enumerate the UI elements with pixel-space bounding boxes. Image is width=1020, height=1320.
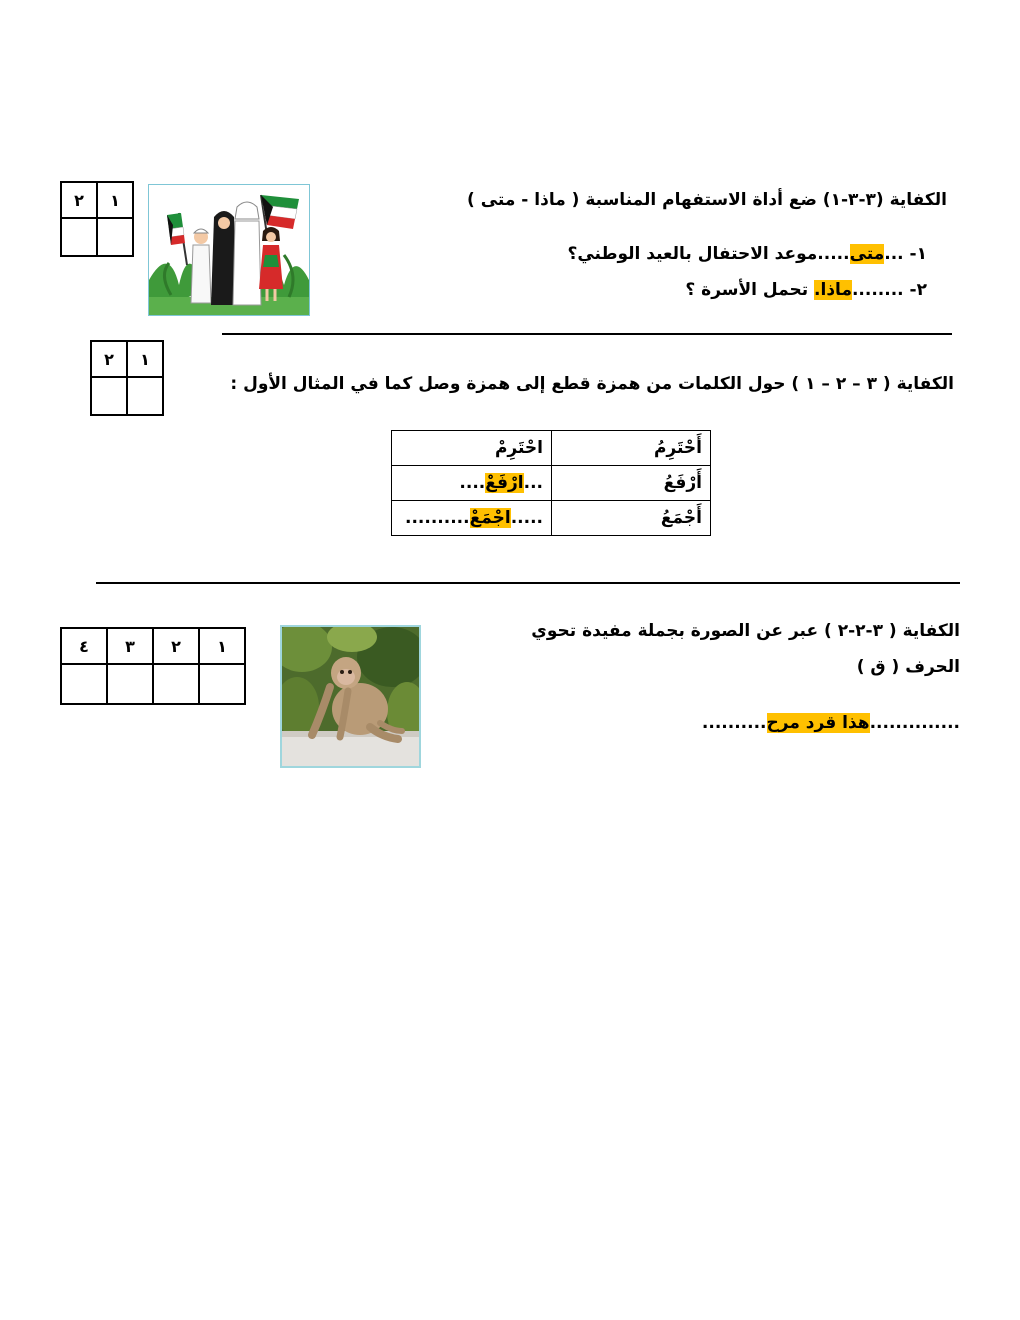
q1-line-2 <box>685 280 927 300</box>
q1-line-1-prefix: ١- ... <box>884 244 927 264</box>
q3-score-cell-1[interactable] <box>199 664 245 704</box>
q3-score-label-4: ٤ <box>61 628 107 664</box>
family-flag-illustration <box>148 184 310 316</box>
word-cell: أَجْمَعُ <box>552 501 711 536</box>
q1-score-cell-1[interactable] <box>97 218 133 256</box>
table-row <box>392 501 711 536</box>
q1-title: الكفاية (٣-٣-١) ضع أداة الاستفهام المناسبة ( ماذا - متى ) <box>467 190 947 210</box>
table-row <box>392 466 711 501</box>
q3-answer-post: .......... <box>701 713 767 733</box>
q3-score-cell-2[interactable] <box>153 664 199 704</box>
family-flag-icon <box>149 185 309 315</box>
q1-score-label-1: ١ <box>97 182 133 218</box>
answer-pre: ... <box>523 473 543 493</box>
q1-answer-2: ماذا. <box>814 280 852 300</box>
monkey-icon <box>282 627 419 766</box>
answer-post: .... <box>459 473 486 493</box>
q3-answer-line <box>702 713 960 733</box>
hamza-table <box>391 430 711 536</box>
divider-2 <box>96 582 960 584</box>
q1-line-1-suffix: .....موعد الاحتفال بالعيد الوطني؟ <box>567 244 850 264</box>
q2-score-label-2: ٢ <box>91 341 127 377</box>
q3-score-cell-3[interactable] <box>107 664 153 704</box>
q1-score-label-2: ٢ <box>61 182 97 218</box>
q3-answer: هذا قرد مرح <box>766 713 870 733</box>
answer-post: .......... <box>405 508 470 528</box>
q3-score-label-1: ١ <box>199 628 245 664</box>
q2-score-cell-2[interactable] <box>91 377 127 415</box>
q2-score-cell-1[interactable] <box>127 377 163 415</box>
q1-score-table <box>60 181 134 257</box>
q3-answer-pre: .............. <box>869 713 960 733</box>
answer-cell <box>392 501 552 536</box>
q1-answer-1: متى <box>849 244 885 264</box>
q2-title: الكفاية ( ٣ – ٢ – ١ ) حول الكلمات من همزة قطع إلى همزة وصل كما في المثال الأول : <box>230 374 954 394</box>
q3-score-table <box>60 627 246 705</box>
q3-score-cell-4[interactable] <box>61 664 107 704</box>
q1-line-1 <box>567 244 927 264</box>
q1-line-2-suffix: تحمل الأسرة ؟ <box>685 280 815 300</box>
q2-score-label-1: ١ <box>127 341 163 377</box>
table-row <box>392 431 711 466</box>
q3-title-line-1: الكفاية ( ٣-٢-٢ ) عبر عن الصورة بجملة مفيدة تحوي <box>531 621 960 641</box>
word-cell: أَحْتَرِمُ <box>552 431 711 466</box>
answer-pre: ..... <box>510 508 543 528</box>
divider-1 <box>222 333 952 335</box>
answer-text: اجْمَعْ <box>469 508 511 528</box>
monkey-photo <box>280 625 421 768</box>
answer-text: احْتَرِمْ <box>494 438 543 458</box>
answer-cell <box>392 466 552 501</box>
q3-title-line-2: الحرف ( ق ) <box>856 657 960 677</box>
answer-cell <box>392 431 552 466</box>
answer-text: ارْفَعْ <box>485 473 524 493</box>
q3-score-label-3: ٣ <box>107 628 153 664</box>
q1-line-2-prefix: ٢- ........ <box>851 280 927 300</box>
q3-score-label-2: ٢ <box>153 628 199 664</box>
q1-score-cell-2[interactable] <box>61 218 97 256</box>
word-cell: أَرْفَعُ <box>552 466 711 501</box>
q2-score-table <box>90 340 164 416</box>
